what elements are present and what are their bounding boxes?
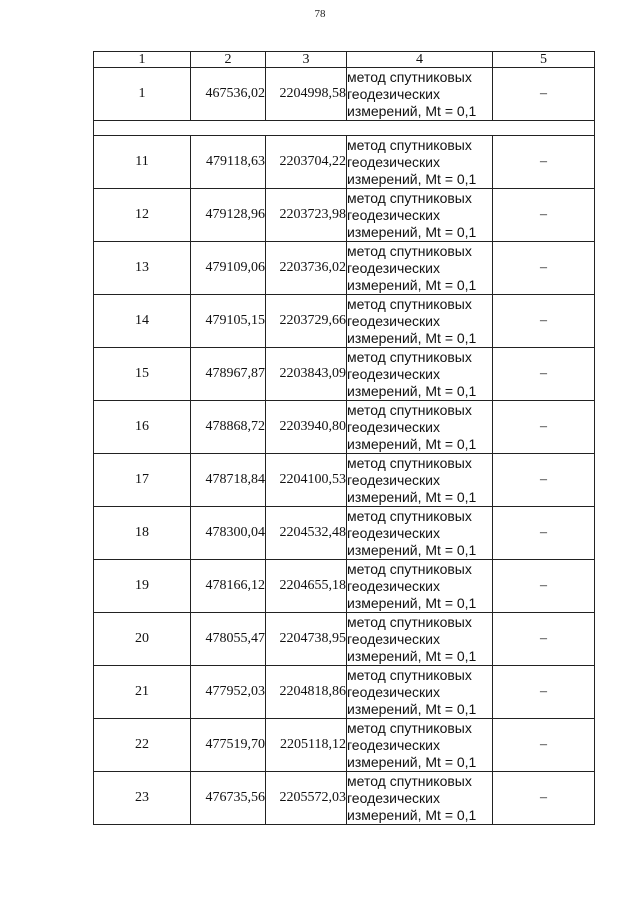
y-coordinate-cell: 2203704,22 (266, 136, 347, 189)
table-row (94, 507, 595, 560)
column-header: 4 (347, 52, 493, 68)
x-coordinate-cell: 479118,63 (191, 136, 266, 189)
note-cell: – (493, 772, 595, 825)
method-text: измерений, Mt = 0,1 (347, 594, 477, 611)
point-number-cell: 21 (94, 666, 191, 719)
method-text: геодезических (347, 789, 440, 806)
x-coordinate-cell: 479105,15 (191, 295, 266, 348)
method-text: геодезических (347, 471, 440, 488)
point-number-cell: 18 (94, 507, 191, 560)
note-cell: – (493, 242, 595, 295)
method-text: измерений, Mt = 0,1 (347, 753, 477, 770)
x-coordinate-cell: 478300,04 (191, 507, 266, 560)
method-text: геодезических (347, 683, 440, 700)
x-coordinate-cell: 467536,02 (191, 68, 266, 121)
y-coordinate-cell: 2203723,98 (266, 189, 347, 242)
method-text: метод спутниковых (347, 295, 472, 312)
method-cell (347, 348, 493, 401)
table-row (94, 68, 595, 121)
method-cell (347, 719, 493, 772)
table-row (94, 295, 595, 348)
table-row (94, 136, 595, 189)
method-text: метод спутниковых (347, 507, 472, 524)
x-coordinate-cell: 478868,72 (191, 401, 266, 454)
method-cell (347, 560, 493, 613)
note-cell: – (493, 136, 595, 189)
x-coordinate-cell: 479128,96 (191, 189, 266, 242)
table-header-row (94, 52, 595, 68)
method-text: метод спутниковых (347, 348, 472, 365)
method-text: измерений, Mt = 0,1 (347, 276, 477, 293)
method-text: метод спутниковых (347, 189, 472, 206)
note-cell: – (493, 666, 595, 719)
note-cell: – (493, 401, 595, 454)
method-text: геодезических (347, 312, 440, 329)
table-row (94, 401, 595, 454)
y-coordinate-cell: 2203736,02 (266, 242, 347, 295)
point-number-cell: 13 (94, 242, 191, 295)
method-text: геодезических (347, 85, 440, 102)
method-text: геодезических (347, 577, 440, 594)
method-cell (347, 189, 493, 242)
y-coordinate-cell: 2205118,12 (266, 719, 347, 772)
method-cell (347, 454, 493, 507)
table-row (94, 454, 595, 507)
y-coordinate-cell: 2204818,86 (266, 666, 347, 719)
method-cell (347, 68, 493, 121)
method-text: измерений, Mt = 0,1 (347, 329, 477, 346)
table-gap-row (94, 121, 595, 136)
method-text: метод спутниковых (347, 401, 472, 418)
y-coordinate-cell: 2203940,80 (266, 401, 347, 454)
method-text: метод спутниковых (347, 242, 472, 259)
table-row (94, 348, 595, 401)
note-cell: – (493, 719, 595, 772)
point-number-cell: 15 (94, 348, 191, 401)
page-number: 78 (314, 8, 326, 20)
point-number-cell: 16 (94, 401, 191, 454)
method-text: геодезических (347, 736, 440, 753)
note-cell: – (493, 613, 595, 666)
method-text: метод спутниковых (347, 666, 472, 683)
table-row (94, 719, 595, 772)
method-cell (347, 772, 493, 825)
y-coordinate-cell: 2203843,09 (266, 348, 347, 401)
y-coordinate-cell: 2204532,48 (266, 507, 347, 560)
note-cell: – (493, 68, 595, 121)
method-text: измерений, Mt = 0,1 (347, 223, 477, 240)
y-coordinate-cell: 2204998,58 (266, 68, 347, 121)
method-text: метод спутниковых (347, 772, 472, 789)
method-text: измерений, Mt = 0,1 (347, 170, 477, 187)
method-text: измерений, Mt = 0,1 (347, 806, 477, 823)
x-coordinate-cell: 478166,12 (191, 560, 266, 613)
x-coordinate-cell: 479109,06 (191, 242, 266, 295)
coordinates-table (93, 51, 595, 825)
method-cell (347, 295, 493, 348)
y-coordinate-cell: 2204655,18 (266, 560, 347, 613)
method-text: измерений, Mt = 0,1 (347, 382, 477, 399)
method-text: измерений, Mt = 0,1 (347, 102, 477, 119)
method-text: измерений, Mt = 0,1 (347, 435, 477, 452)
point-number-cell: 11 (94, 136, 191, 189)
method-text: измерений, Mt = 0,1 (347, 541, 477, 558)
method-text: измерений, Mt = 0,1 (347, 488, 477, 505)
method-text: метод спутниковых (347, 613, 472, 630)
x-coordinate-cell: 478055,47 (191, 613, 266, 666)
method-text: геодезических (347, 153, 440, 170)
method-text: геодезических (347, 365, 440, 382)
table-row (94, 189, 595, 242)
column-header: 2 (191, 52, 266, 68)
table-row (94, 613, 595, 666)
method-text: геодезических (347, 259, 440, 276)
column-header: 5 (493, 52, 595, 68)
y-coordinate-cell: 2203729,66 (266, 295, 347, 348)
note-cell: – (493, 348, 595, 401)
y-coordinate-cell: 2205572,03 (266, 772, 347, 825)
method-text: измерений, Mt = 0,1 (347, 700, 477, 717)
column-header: 1 (94, 52, 191, 68)
point-number-cell: 14 (94, 295, 191, 348)
gap-cell (94, 121, 595, 136)
x-coordinate-cell: 477519,70 (191, 719, 266, 772)
note-cell: – (493, 560, 595, 613)
point-number-cell: 20 (94, 613, 191, 666)
x-coordinate-cell: 478718,84 (191, 454, 266, 507)
method-text: метод спутниковых (347, 136, 472, 153)
method-text: метод спутниковых (347, 68, 472, 85)
x-coordinate-cell: 477952,03 (191, 666, 266, 719)
method-cell (347, 401, 493, 454)
method-cell (347, 666, 493, 719)
method-cell (347, 613, 493, 666)
note-cell: – (493, 454, 595, 507)
method-cell (347, 242, 493, 295)
method-text: метод спутниковых (347, 719, 472, 736)
method-text: геодезических (347, 418, 440, 435)
method-text: геодезических (347, 524, 440, 541)
point-number-cell: 23 (94, 772, 191, 825)
point-number-cell: 1 (94, 68, 191, 121)
y-coordinate-cell: 2204738,95 (266, 613, 347, 666)
point-number-cell: 22 (94, 719, 191, 772)
x-coordinate-cell: 478967,87 (191, 348, 266, 401)
table-row (94, 772, 595, 825)
x-coordinate-cell: 476735,56 (191, 772, 266, 825)
note-cell: – (493, 189, 595, 242)
method-text: геодезических (347, 630, 440, 647)
method-text: геодезических (347, 206, 440, 223)
column-header: 3 (266, 52, 347, 68)
method-cell (347, 136, 493, 189)
table-row (94, 666, 595, 719)
point-number-cell: 17 (94, 454, 191, 507)
point-number-cell: 12 (94, 189, 191, 242)
note-cell: – (493, 507, 595, 560)
method-cell (347, 507, 493, 560)
note-cell: – (493, 295, 595, 348)
method-text: метод спутниковых (347, 560, 472, 577)
table-row (94, 242, 595, 295)
table-body (94, 68, 595, 825)
point-number-cell: 19 (94, 560, 191, 613)
method-text: метод спутниковых (347, 454, 472, 471)
table-row (94, 560, 595, 613)
method-text: измерений, Mt = 0,1 (347, 647, 477, 664)
y-coordinate-cell: 2204100,53 (266, 454, 347, 507)
